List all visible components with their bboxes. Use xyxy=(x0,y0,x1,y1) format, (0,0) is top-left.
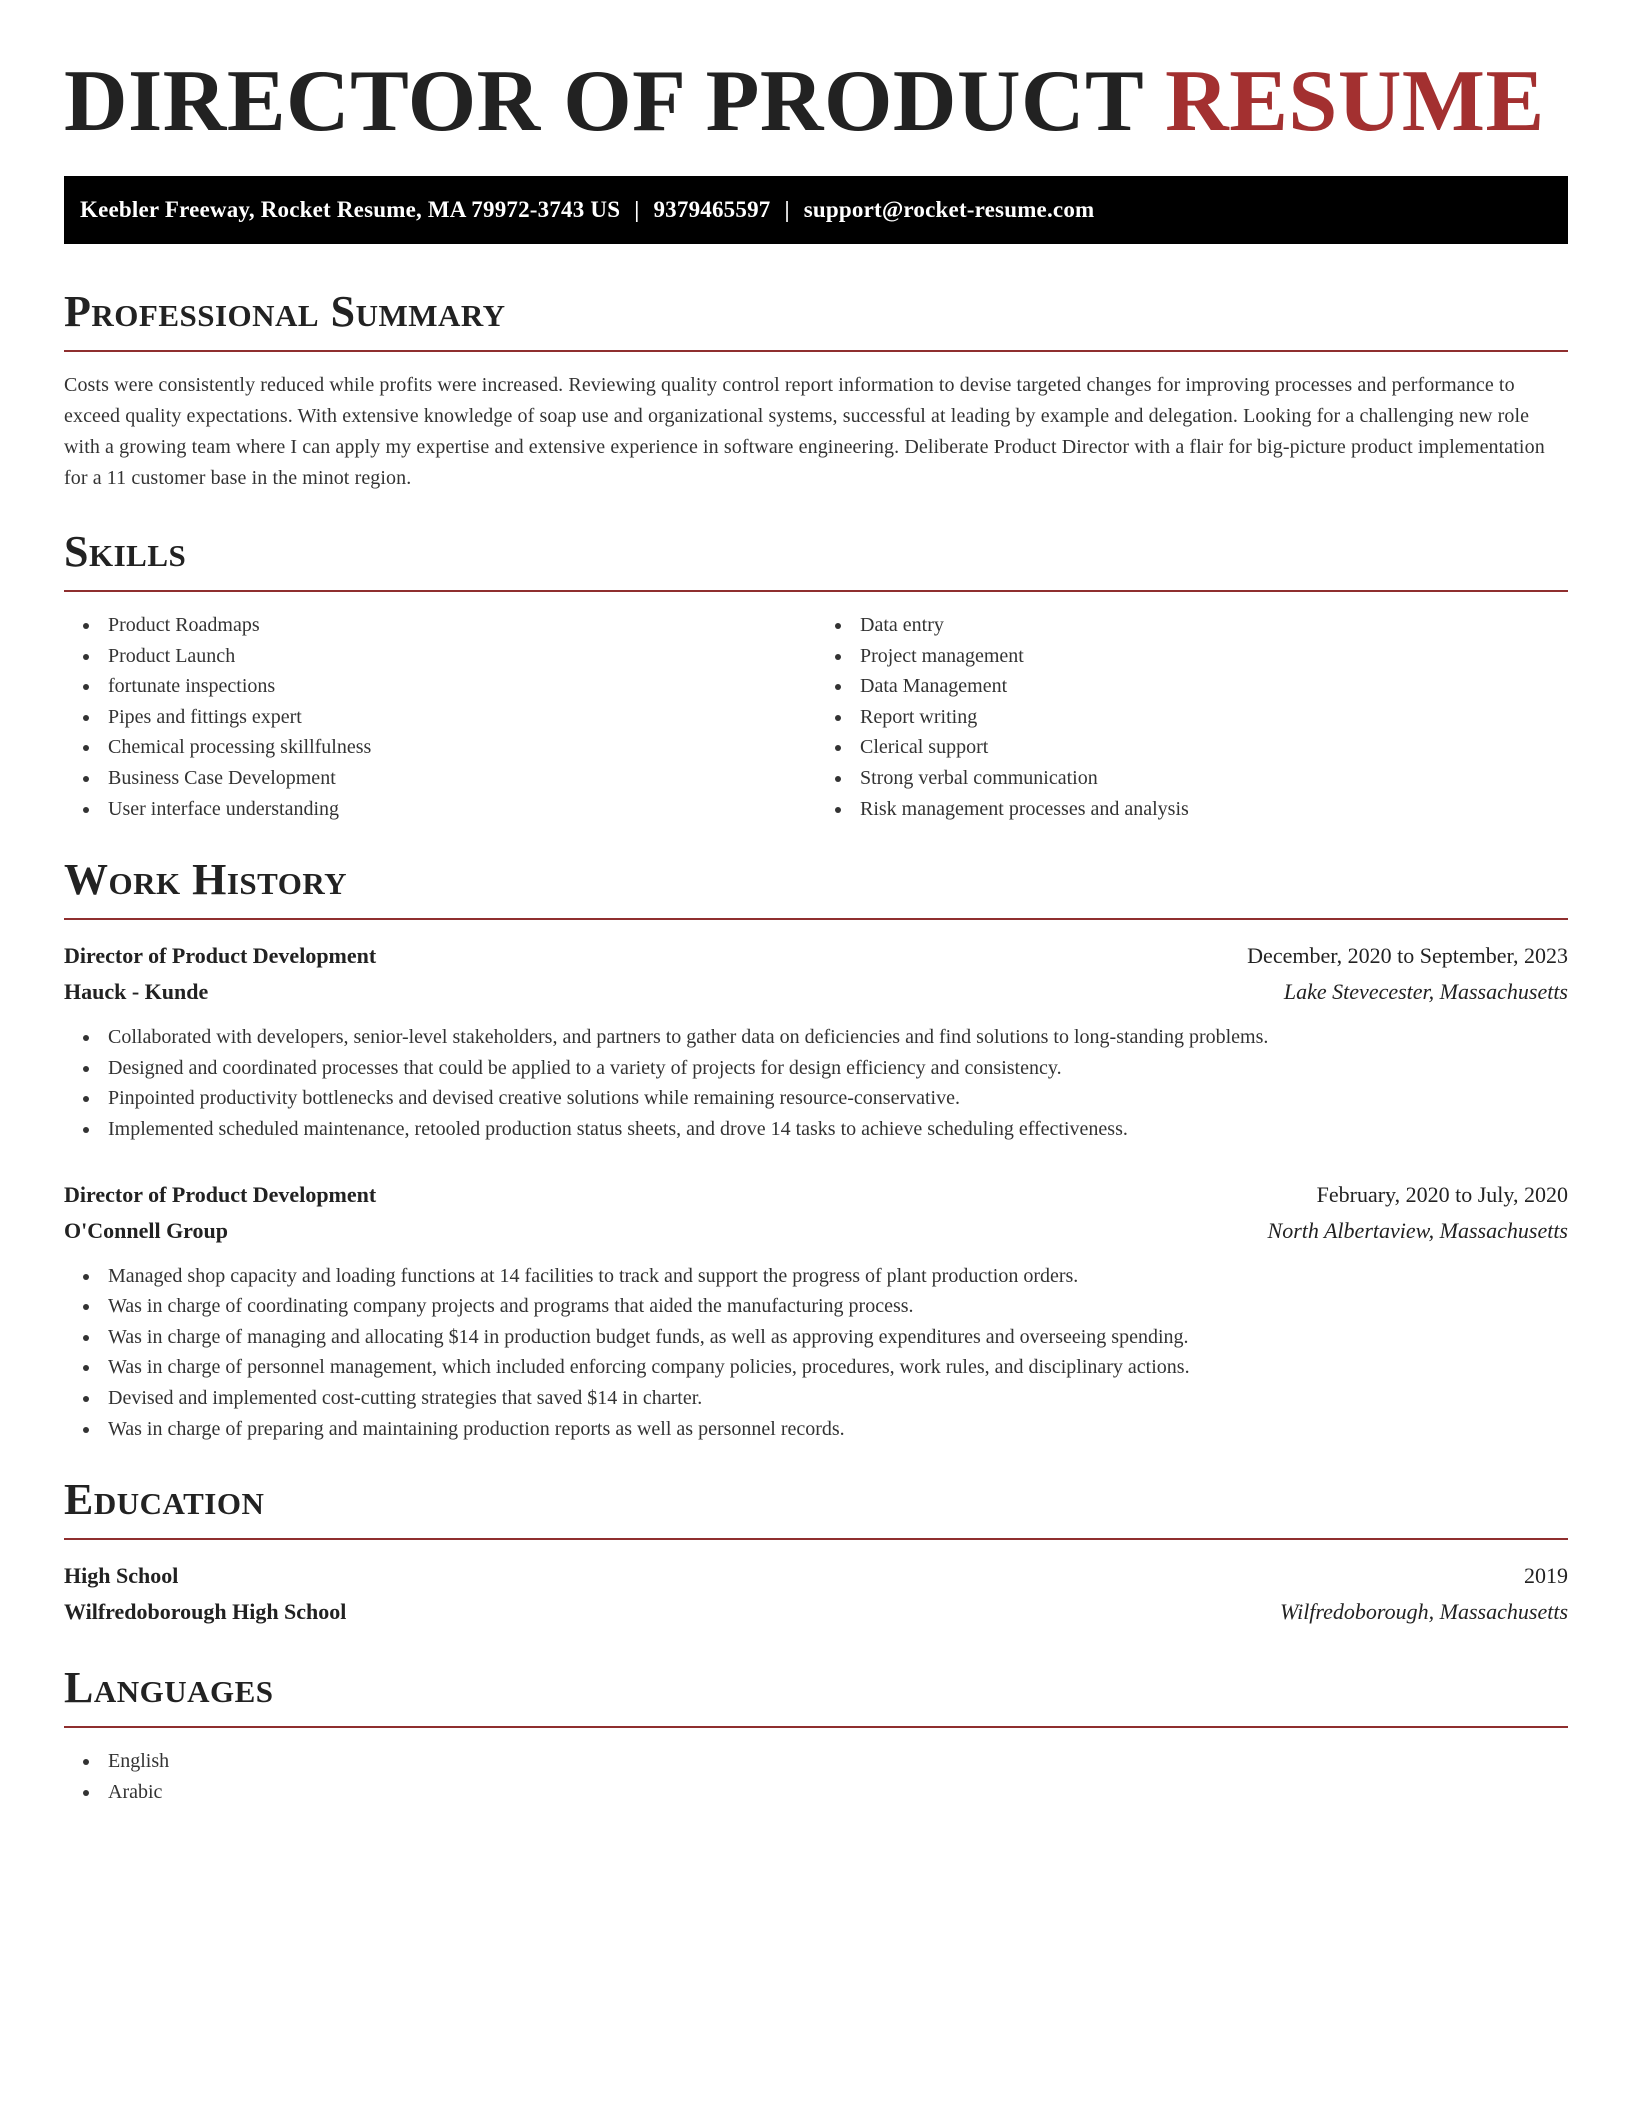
job-company-row xyxy=(64,1213,1568,1249)
job-bullet: Was in charge of managing and allocating $14 in production budget funds, as well as approving expenditures and overseeing spending. xyxy=(108,1322,1568,1353)
job-dates: February, 2020 to July, 2020 xyxy=(1316,1181,1568,1207)
resume-title-main: DIRECTOR OF PRODUCT xyxy=(64,53,1143,150)
skill-item: Project management xyxy=(860,641,1568,672)
job-bullet: Collaborated with developers, senior-level stakeholders, and partners to gather data on deficiencies and find solutions to long-standing problems. xyxy=(108,1022,1568,1053)
contact-email: support@rocket-resume.com xyxy=(803,197,1095,222)
skill-item: User interface understanding xyxy=(108,794,816,825)
job-location: Lake Stevecester, Massachusetts xyxy=(1283,979,1568,1005)
languages-heading: Languages xyxy=(64,1663,274,1713)
language-item: English xyxy=(108,1746,1568,1777)
languages-section xyxy=(64,1664,1568,1807)
job-bullet: Was in charge of personnel management, which included enforcing company policies, procedures, work rules, and disciplinary actions. xyxy=(108,1352,1568,1383)
skill-item: Data Management xyxy=(860,671,1568,702)
contact-separator: | xyxy=(784,197,790,222)
resume-title xyxy=(64,52,1568,152)
resume-title-accent: RESUME xyxy=(1165,53,1545,150)
skill-item: Risk management processes and analysis xyxy=(860,794,1568,825)
job-dates: December, 2020 to September, 2023 xyxy=(1247,943,1568,969)
skill-item: Business Case Development xyxy=(108,763,816,794)
section-divider xyxy=(64,1726,1568,1728)
skill-item: fortunate inspections xyxy=(108,671,816,702)
job-entry xyxy=(64,938,1568,1144)
skills-column-left xyxy=(64,610,816,824)
contact-bar xyxy=(64,176,1568,244)
job-bullet: Was in charge of coordinating company projects and programs that aided the manufacturing process. xyxy=(108,1291,1568,1322)
job-entry xyxy=(64,1177,1568,1445)
job-bullet: Designed and coordinated processes that could be applied to a variety of projects for design efficiency and consistency. xyxy=(108,1053,1568,1084)
contact-phone: 9379465597 xyxy=(653,197,771,222)
job-bullet: Pinpointed productivity bottlenecks and devised creative solutions while remaining resource-conservative. xyxy=(108,1083,1568,1114)
job-header-row xyxy=(64,1177,1568,1213)
skill-item: Pipes and fittings expert xyxy=(108,702,816,733)
job-title: Director of Product Development xyxy=(64,1181,377,1207)
skill-item: Product Roadmaps xyxy=(108,610,816,641)
education-degree-row xyxy=(64,1558,1568,1594)
contact-address: Keebler Freeway, Rocket Resume, MA 79972-3743 US xyxy=(80,197,621,222)
job-location: North Albertaview, Massachusetts xyxy=(1267,1217,1568,1243)
section-divider xyxy=(64,350,1568,352)
job-bullet: Was in charge of preparing and maintaining production reports as well as personnel records. xyxy=(108,1414,1568,1445)
language-item: Arabic xyxy=(108,1777,1568,1808)
job-title: Director of Product Development xyxy=(64,943,377,969)
section-divider xyxy=(64,918,1568,920)
job-company: O'Connell Group xyxy=(64,1217,229,1243)
skills-list-right xyxy=(816,610,1568,824)
skills-grid xyxy=(64,610,1568,824)
contact-separator: | xyxy=(634,197,640,222)
job-bullet: Devised and implemented cost-cutting strategies that saved $14 in charter. xyxy=(108,1383,1568,1414)
skill-item: Chemical processing skillfulness xyxy=(108,732,816,763)
skill-item: Clerical support xyxy=(860,732,1568,763)
summary-text: Costs were consistently reduced while profits were increased. Reviewing quality control report information to devise targeted changes for improving processes and performance to exceed quality expectations. With extensive knowledge of soap use and organizational systems, successful at leading by example and delegation. Looking for a challenging new role with a growing team where I can apply my expertise and extensive experience in software engineering. Deliberate Product Director with a flair for big-picture product implementation for a 11 customer base in the minot region. xyxy=(64,374,1545,489)
skill-item: Strong verbal communication xyxy=(860,763,1568,794)
job-bullets xyxy=(64,1022,1568,1144)
education-school: Wilfredoborough High School xyxy=(64,1599,347,1625)
skills-heading: Skills xyxy=(64,527,187,576)
job-company: Hauck - Kunde xyxy=(64,979,209,1005)
job-bullet: Managed shop capacity and loading functions at 14 facilities to track and support the progress of plant production orders. xyxy=(108,1261,1568,1292)
education-section xyxy=(64,1476,1568,1630)
job-header-row xyxy=(64,938,1568,974)
languages-list xyxy=(64,1746,1568,1807)
skill-item: Report writing xyxy=(860,702,1568,733)
work-history-heading: Work History xyxy=(64,855,348,905)
skills-list-left xyxy=(64,610,816,824)
skills-column-right xyxy=(816,610,1568,824)
section-divider xyxy=(64,590,1568,592)
summary-heading: Professional Summary xyxy=(64,287,506,336)
job-bullet: Implemented scheduled maintenance, retooled production status sheets, and drove 14 tasks to achieve scheduling effectiveness. xyxy=(108,1114,1568,1145)
skill-item: Data entry xyxy=(860,610,1568,641)
work-history-section xyxy=(64,856,1568,1444)
section-divider xyxy=(64,1538,1568,1540)
job-bullets xyxy=(64,1261,1568,1445)
job-company-row xyxy=(64,974,1568,1010)
skills-section xyxy=(64,528,1568,824)
education-heading: Education xyxy=(64,1475,265,1525)
skill-item: Product Launch xyxy=(108,641,816,672)
education-degree: High School xyxy=(64,1563,179,1589)
summary-section xyxy=(64,288,1568,494)
education-school-row xyxy=(64,1594,1568,1630)
education-year: 2019 xyxy=(1524,1563,1568,1589)
education-location: Wilfredoborough, Massachusetts xyxy=(1279,1599,1568,1625)
